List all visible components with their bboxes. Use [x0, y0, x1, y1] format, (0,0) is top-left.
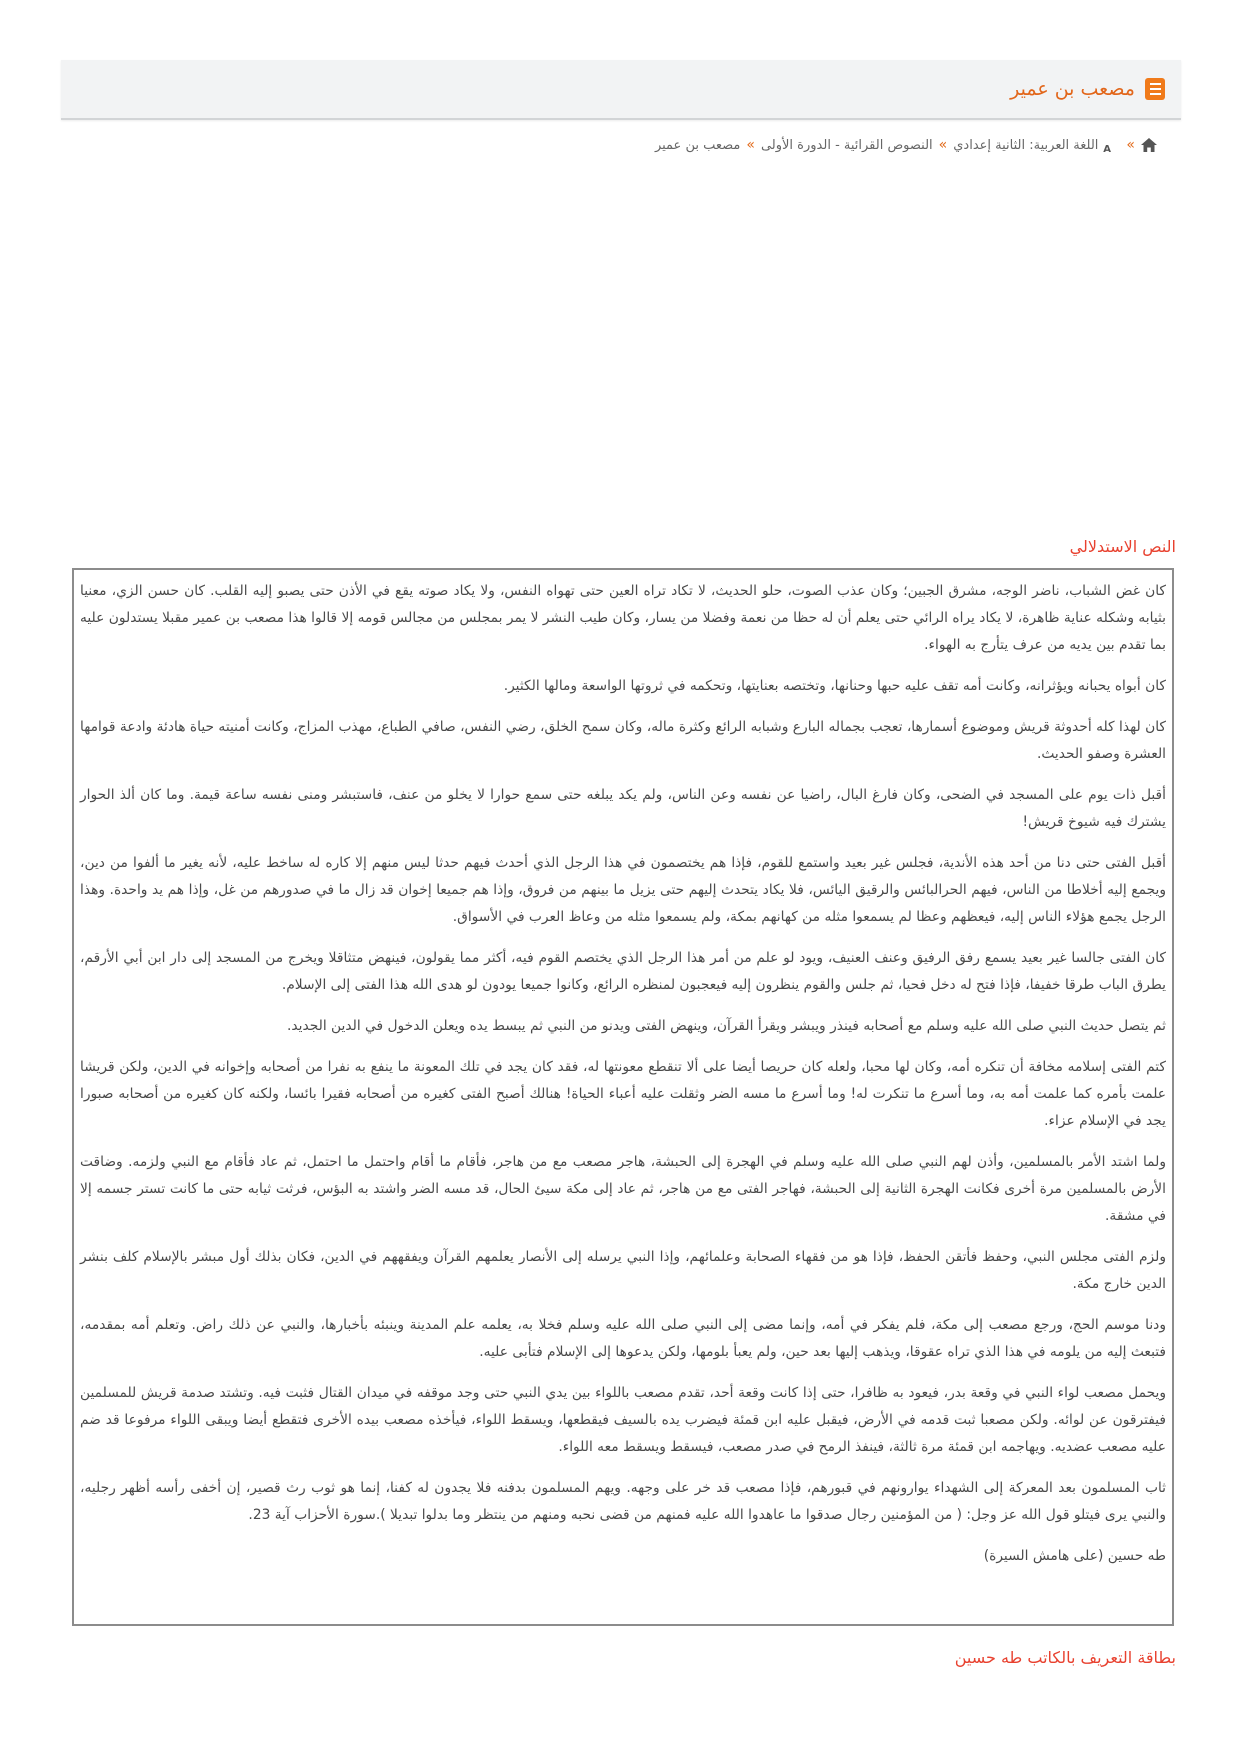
ad-placeholder: [61, 175, 1181, 520]
svg-text:A: A: [1103, 143, 1112, 153]
breadcrumb-separator: »: [1126, 137, 1135, 153]
article-paragraph: أقبل ذات يوم على المسجد في الضحى، وكان فارغ البال، راضيا عن نفسه وعن الناس، ولم يكد يبلغه حتى سمع حوارا لا يخلو من عنف، فاستبشر ومنى نفسه ساعة قيمة. وما كان ألذ الحوار يشترك فيه شيوخ قريش!: [80, 787, 1166, 830]
article-paragraph: ويحمل مصعب لواء النبي في وقعة بدر، فيعود به ظافرا، حتى إذا كانت وقعة أحد، تقدم مصعب باللواء بين يدي النبي حتى وجد موقفه في ميدان القتال فثبت فيه. وتشتد صدمة قريش للمسلمين فيفترقون عن لوائه. ولكن مصعبا ثبت قدمه في الأرض، فيقبل عليه ابن قمئة فيضرب يده بالسيف فيقطعها، ويسقط اللواء، فيأخذه مصعب بيده الأخرى فتقطع أيضا ويبقى اللواء مرفوعا قد ضم عليه مصعب عضديه. ويهاجمه ابن قمئة مرة ثالثة، فينفذ الرمح في صدر مصعب، فيسقط ويسقط معه اللواء.: [80, 1385, 1166, 1455]
home-icon[interactable]: [1141, 138, 1157, 152]
article-paragraph: ولما اشتد الأمر بالمسلمين، وأذن لهم النبي صلى الله عليه وسلم في الهجرة إلى الحبشة، هاجر مصعب مع من هاجر، فأقام ما أقام واحتمل ما احتمل، ثم عاد فأقام مع النبي ولزمه. وضاقت الأرض بالمسلمين مرة أخرى فكانت الهجرة الثانية إلى الحبشة، فهاجر الفتى مع من هاجر، ثم عاد إلى مكة سيئ الحال، قد مسه الضر واشتد به البؤس، فرثت ثيابه حتى ما كانت تستر جسمه إلا في مشقة.: [80, 1154, 1166, 1224]
breadcrumb-item-subject[interactable]: اللغة العربية: الثانية إعدادي: [953, 137, 1099, 153]
article-paragraph: أقبل الفتى حتى دنا من أحد هذه الأندية، فجلس غير بعيد واستمع للقوم، فإذا هم يختصمون في هذا الرجل الذي أحدث فيهم حدثا ليس منهم إلا كاره له ساخط عليه، لأنه يغير ما ألفوا من دين، ويجمع إليه أخلاطا من الناس، فيهم الحرالبائس والرقيق اليائس، فلا يكاد يتحدث إليهم حتى يزيل ما بينهم من فروق، وإذا هم جميعا إخوان قد زال ما في صدورهم من غل، وإذا هم يد واحدة. وهذا الرجل يجمع هؤلاء الناس إليه، فيعظهم وعظا لم يسمعوا مثله من كهانهم بمكة، ولم يسمعوا مثله من وعاظ العرب في الأسواق.: [80, 855, 1166, 925]
breadcrumb-item-current: مصعب بن عمير: [654, 137, 741, 153]
page-header: [61, 60, 1181, 120]
section-heading-author-card[interactable]: بطاقة التعريف بالكاتب طه حسين: [954, 1648, 1176, 1667]
section-heading-inferential-text: النص الاستدلالي: [1069, 537, 1176, 556]
breadcrumb: [655, 132, 1157, 158]
document-icon: [1145, 78, 1165, 100]
translate-icon: [1102, 138, 1120, 153]
article-signature: طه حسين (على هامش السيرة): [983, 1548, 1166, 1564]
page-title: مصعب بن عمير: [1010, 78, 1135, 100]
article-paragraph: ولزم الفتى مجلس النبي، وحفظ فأتقن الحفظ، فإذا هو من فقهاء الصحابة وعلمائهم، وإذا النبي يرسله إلى الأنصار يعلمهم القرآن ويفقههم في الدين، فكان بذلك أول مبشر بالإسلام كلف بنشر الدين خارج مكة.: [80, 1249, 1166, 1292]
article-paragraph: ودنا موسم الحج، ورجع مصعب إلى مكة، فلم يفكر في أمه، وإنما مضى إلى النبي صلى الله عليه وسلم فخلا به، يعلمه علم المدينة وينبئه بأخبارها، والنبي عن ذلك راض. وتعلم أمه بمقدمه، فتبعث إليه من يلومه في هذا الذي تراه عقوقا، ويذهب إليها بعد حين، ولم يعبأ بلومها، ولكن يدعوها إلى الإسلام فتأبى عليه.: [80, 1317, 1166, 1360]
article-paragraph: ثاب المسلمون بعد المعركة إلى الشهداء يوارونهم في قبورهم، فإذا مصعب قد خر على وجهه. ويهم المسلمون بدفنه فلا يجدون له كفنا، إنما هو ثوب رث قصير، إن أخفى رأسه أظهر رجليه، والنبي يرى فيتلو قول الله عز وجل: ( من المؤمنين رجال صدقوا ما عاهدوا الله عليه فمنهم من قضى نحبه ومنهم من ينتظر وما بدلوا تبديلا ).سورة الأحزاب آية 23.: [80, 1480, 1166, 1523]
article-paragraph: كان غض الشباب، ناضر الوجه، مشرق الجبين؛ وكان عذب الصوت، حلو الحديث، لا تكاد تراه العين حتى تهواه النفس، ولا يكاد صوته يقع في الأذن حتى يصبو إليه القلب. كان حسن الزي، معنيا بثيابه وشكله عناية ظاهرة، لا يكاد يراه الرائي حتى يعلم أن له حظا من نعمة وفضلا من يسار، وكان طيب النشر لا يمر بمجلس من مجالس قومه إلا قالوا هذا مصعب بن عمير مقبلا يستدلون عليه بما تقدم بين يديه من عرف يتأرج به الهواء.: [80, 583, 1166, 653]
article-paragraph: كان لهذا كله أحدوثة قريش وموضوع أسمارها، تعجب بجماله البارع وشبابه الرائع وكثرة ماله، وكان سمح الخلق، رضي النفس، صافي الطباع، مهذب المزاج، وكانت أمنيته حياة هادئة وادعة قوامها العشرة وصفو الحديث.: [80, 719, 1166, 762]
article-paragraph: كان الفتى جالسا غير بعيد يسمع رفق الرفيق وعنف العنيف، ويود لو علم من أمر هذا الرجل الذي يختصم القوم فيه، أكثر مما يقولون، فينهض متثاقلا ويخرج من المسجد إلى دار ابن أبي الأرقم، يطرق الباب طرقا خفيفا، فإذا فتح له دخل فحيا، ثم جلس والقوم ينظرون إليه فيعجبون لمنظره الرائع، وكانوا جميعا يودون لو هدى الله هذا الفتى إلى الإسلام.: [80, 950, 1166, 993]
article-paragraph: ثم يتصل حديث النبي صلى الله عليه وسلم مع أصحابه فينذر ويبشر ويقرأ القرآن، وينهض الفتى ويدنو من النبي ثم يبسط يده ويعلن الدخول في الدين الجديد.: [287, 1018, 1166, 1034]
article-paragraph: كان أبواه يحبانه ويؤثرانه، وكانت أمه تقف عليه حبها وحنانها، وتختصه بعنايتها، وتحكمه في ثروتها الواسعة ومالها الكثير.: [503, 678, 1166, 694]
breadcrumb-separator: »: [938, 137, 948, 153]
breadcrumb-item-category[interactable]: النصوص القرائية - الدورة الأولى: [760, 137, 933, 153]
breadcrumb-separator: »: [746, 137, 755, 153]
article-paragraph: كتم الفتى إسلامه مخافة أن تنكره أمه، وكان لها محبا، ولعله كان حريصا أيضا على ألا تنقطع معونتها له، فقد كان يجد في تلك المعونة ما ينفع به نفرا من أصحابه وإخوانه في الدين، ولكن قريشا علمت بأمره كما علمت أمه به، وما أسرع ما تنكرت له! وما أسرع ما مسه الضر وثقلت عليه أعباء الحياة! هنالك أصبح الفتى كغيره من أصحابه فقيرا بائسا، ولكنه كان كغيره من أصحابه صبورا يجد في الإسلام عزاء.: [80, 1059, 1166, 1129]
article-text-box: [72, 568, 1174, 1626]
